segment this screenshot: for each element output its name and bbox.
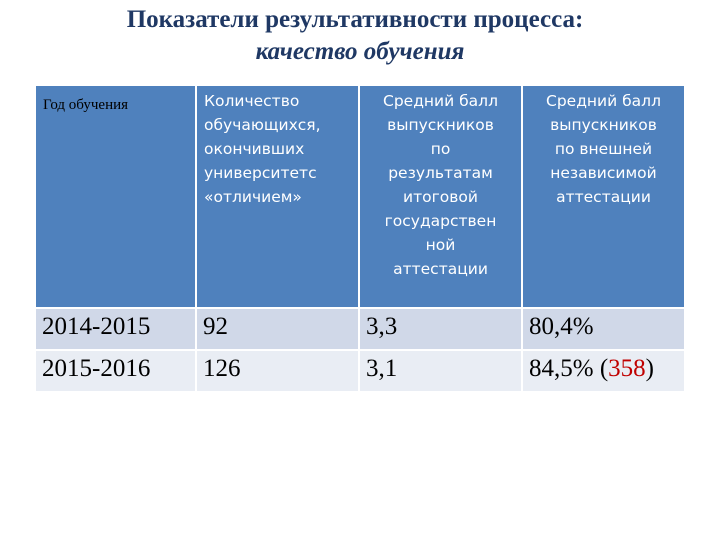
table-row-1-year [36,309,195,349]
header-external [523,86,684,307]
table-row-1-external [523,309,684,349]
cell-count: 126 [203,355,241,382]
table-row-2-year [36,351,195,391]
header-honors-line: Количество [204,92,300,110]
header-year-label: Год обучения [43,97,129,113]
header-honors-line: «отличием» [204,188,302,206]
header-avg-final-line: итоговой [403,188,478,206]
cell-external: 80,4% [529,313,594,340]
header-avg-final-line: аттестации [393,260,488,278]
header-external-line: независимой [550,164,657,182]
header-avg-final-line: по [430,140,451,158]
slide-title [0,4,720,68]
cell-external-main: 84,5% ( [529,355,609,382]
header-avg-final-line: результатам [388,164,493,182]
header-year [36,86,195,307]
cell-count: 92 [203,313,228,340]
table-row-2-external [523,351,684,391]
cell-year: 2014-2015 [42,313,151,340]
header-honors-line: обучающихся, [204,116,321,134]
table-row-1-avg-final [360,309,521,349]
cell-external-highlight: 358 [608,355,646,382]
header-avg-final-line: выпускников [387,116,494,134]
header-external-line: выпускников [550,116,657,134]
table-row-2-count [197,351,358,391]
header-avg-final-line: Средний балл [383,92,498,110]
results-table [36,86,684,391]
cell-external-close: ) [645,355,654,382]
header-external-line: Средний балл [546,92,661,110]
header-honors-line: университетс [204,164,317,182]
header-external-line: по внешней [554,140,653,158]
header-avg-final-line: государствен [384,212,497,230]
header-external-line: аттестации [556,188,651,206]
cell-year: 2015-2016 [42,355,151,382]
table-row-1-count [197,309,358,349]
cell-avg-final: 3,3 [366,313,398,340]
cell-avg-final: 3,1 [366,355,398,382]
header-avg-final-line: ной [425,236,456,254]
header-honors-count [197,86,358,307]
title-line-2: качество обучения [255,38,465,65]
header-avg-final [360,86,521,307]
title-line-1: Показатели результативности процесса: [126,6,584,33]
header-honors-line: окончивших [204,140,305,158]
table-row-2-avg-final [360,351,521,391]
